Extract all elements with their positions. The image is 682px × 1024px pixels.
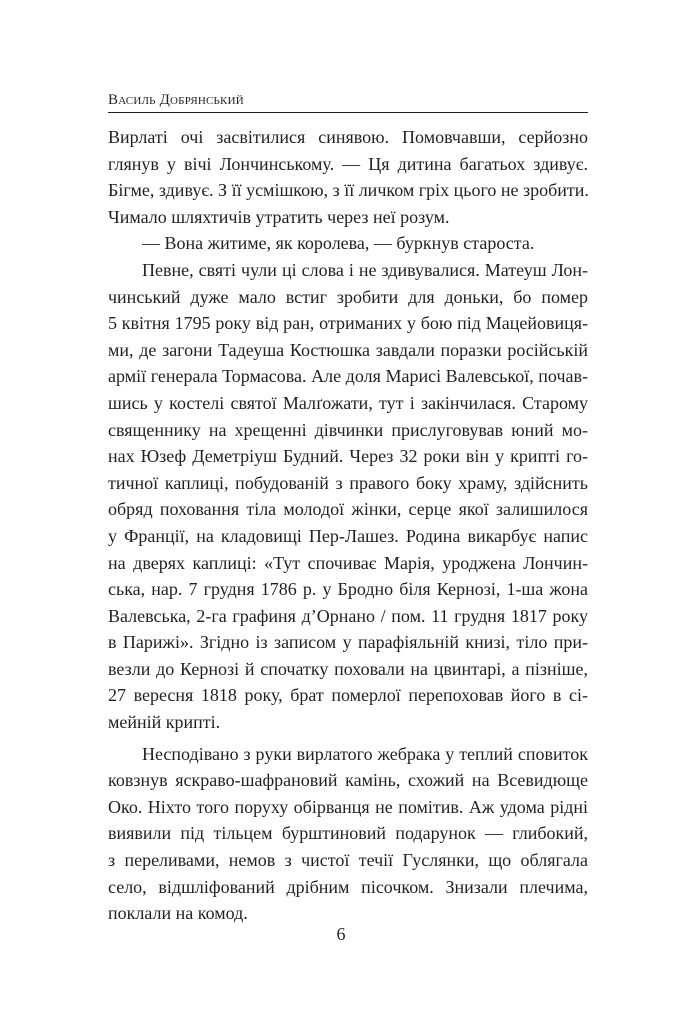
text-line: нах Юзеф Деметріуш Будний. Через 32 роки він у крипті го- <box>108 446 588 467</box>
text-line: 27 вересня 1818 року, брат померлої перепоховав його в сі- <box>108 685 588 706</box>
text-line: Несподівано з руки вирлатого жебрака у теплий сповиток <box>142 743 588 764</box>
text-line: ковзнув яскраво-шафрановий камінь, схожий на Всевидюще <box>108 770 588 791</box>
paragraph <box>108 257 588 736</box>
text-line: тичної каплиці, побудованій з правого боку храму, здійснить <box>108 472 588 493</box>
paragraph <box>108 230 588 257</box>
text-line: ська, нар. 7 грудня 1786 р. у Бродно біля Кернозі, 1-ша жона <box>108 579 588 600</box>
text-line: армії генерала Тормасова. Але доля Марисі Валевської, почав- <box>108 366 588 387</box>
paragraph <box>108 124 588 230</box>
text-line: з переливами, немов з чистої течії Гуслянки, що облягала <box>108 850 588 871</box>
author-name: Василь Добрянський <box>108 92 244 108</box>
text-line: виявили під тільцем бурштиновий подарунок — глибокий, <box>108 823 588 844</box>
page-number: 6 <box>336 924 346 944</box>
text-line: в Парижі». Згідно із записом у парафіяльній книзі, тіло при- <box>108 632 588 653</box>
running-head <box>108 90 588 113</box>
body-text <box>108 124 588 927</box>
text-line: мейній крипті. <box>108 712 221 733</box>
text-line: село, відшліфований дрібним пісочком. Знизали плечима, <box>108 876 588 897</box>
text-line: 5 квітня 1795 року від ран, отриманих у бою під Мацейовиця- <box>108 313 588 334</box>
text-line: Валевська, 2-га графиня д’Орнано / пом. 11 грудня 1817 року <box>108 605 588 626</box>
text-line: чинський дуже мало встиг зробити для доньки, бо помер <box>108 286 588 307</box>
text-line: священнику на хрещенні дівчинки прислуговував юний мо- <box>108 419 588 440</box>
paragraph <box>108 741 588 927</box>
text-line: на дверях каплиці: «Тут спочиває Марія, уроджена Лончин- <box>108 552 588 573</box>
text-line: Око. Ніхто того поруху обірванця не помітив. Аж удома рідні <box>108 796 588 817</box>
text-line: ми, де загони Тадеуша Костюшка завдали поразки російській <box>108 339 588 360</box>
text-line: — Вона житиме, як королева, — буркнув староста. <box>142 233 535 254</box>
text-line: везли до Кернозі й спочатку поховали на цвинтарі, а пізніше, <box>108 658 588 679</box>
text-line: Певне, святі чули ці слова і не здивувалися. Матеуш Лон- <box>142 259 588 280</box>
text-line: Бігме, здивує. З її усмішкою, з її личком гріх цього не зробити. <box>108 180 589 201</box>
text-line: глянув у вічі Лончинському. — Ця дитина багатьох здивує. <box>108 153 588 174</box>
text-line: шись у костелі святої Малґожати, тут і закінчилася. Старому <box>108 392 588 413</box>
text-line: Вирлаті очі засвітилися синявою. Помовчавши, серйозно <box>108 127 588 147</box>
text-line: Чимало шляхтичів утратить через неї розум. <box>108 206 450 227</box>
text-line: у Франції, на кладовищі Пер-Лашез. Родина викарбує напис <box>108 525 588 546</box>
text-line: обряд поховання тіла молодої жінки, серце якої залишилося <box>108 499 588 520</box>
text-line: поклали на комод. <box>108 903 248 924</box>
